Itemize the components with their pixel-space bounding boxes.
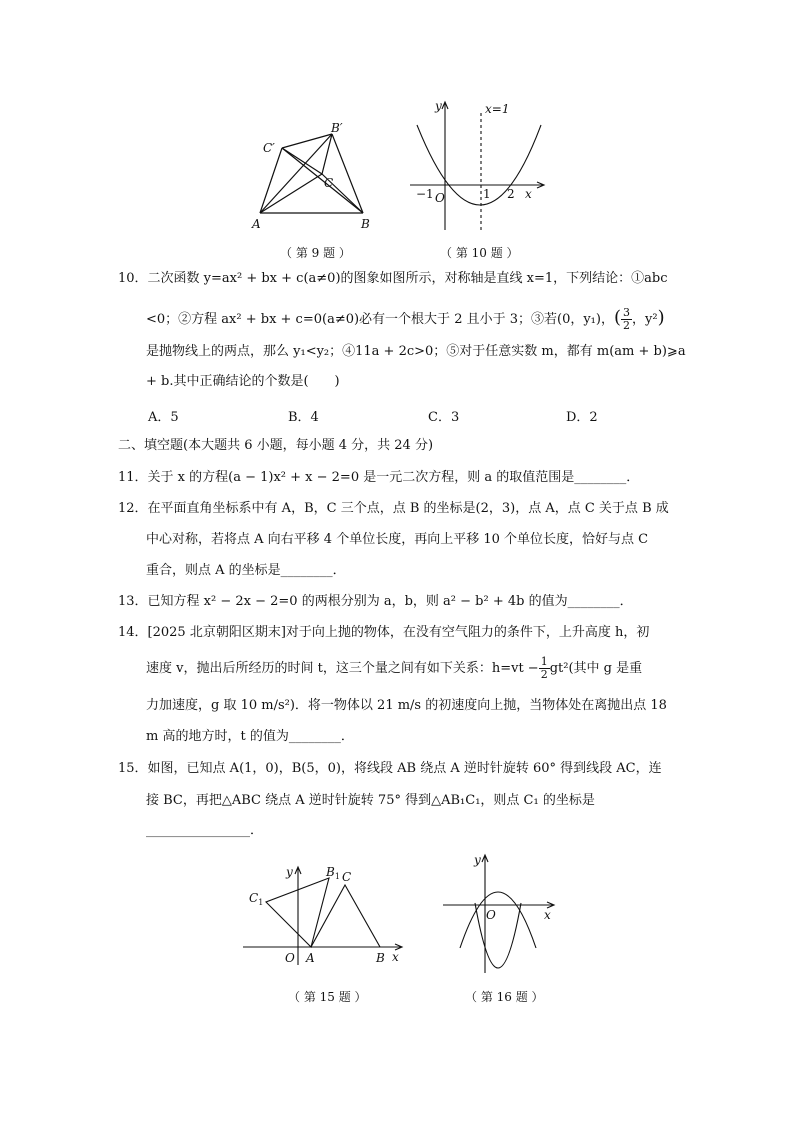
q11: 11．关于 x 的方程(a − 1)x² + x − 2=0 是一元二次方程，则 a 的取值范围是________． [118,470,640,485]
label-b-prime: B′ [331,121,343,135]
label-y: y [286,865,293,879]
q15-line3: ________________． [146,823,264,838]
label-origin: O [285,951,295,965]
tick-neg1: −1 [416,187,434,201]
label-c: C [342,870,352,884]
parabola-upward [475,903,521,968]
figure-16 [438,848,563,978]
label-y: y [435,99,442,113]
q15-line1: 15．如图，已知点 A(1，0)，B(5，0)，将线段 AB 绕点 A 逆时针旋转 60° 得到线段 AC，连 [118,761,662,776]
label-c-prime: C′ [263,141,275,155]
tick-1: 1 [483,187,491,201]
label-x: x [392,950,399,964]
label-b: B [376,951,385,965]
frac-num: 1 [540,655,548,668]
label-c1 [249,891,263,907]
q10-line2-text: <0；②方程 ax² + bx + c=0(a≠0)必有一个根大于 2 且小于 3；③若(0，y₁)， [146,312,614,327]
label-c: C [324,176,334,190]
q10-line3: 是抛物线上的两点，那么 y₁<y₂；④11a + 2c>0；⑤对于任意实数 m，都有 m(am + b)⩾a [146,344,686,359]
parabola-downward [460,892,536,948]
section-title: 二、填空题(本大题共 6 小题，每小题 4 分，共 24 分) [118,438,434,453]
q10-option-d: D．2 [566,410,598,425]
q12-line2: 中心对称，若将点 A 向右平移 4 个单位长度，再向上平移 10 个单位长度，恰好与点 C [146,532,649,547]
fraction-1-2 [539,656,550,681]
q10-line1: 10．二次函数 y=ax² + bx + c(a≠0)的图象如图所示，对称轴是直线 x=1，下列结论：①abc [118,271,668,286]
segment-c-prime-b-prime [282,134,332,148]
figure-15 [238,860,408,970]
q14-line3: 力加速度，g 取 10 m/s²)．将一物体以 21 m/s 的初速度向上抛，当物体处在离抛出点 18 [146,698,667,713]
triangle-abc [311,885,380,947]
q14-line4: m 高的地方时，t 的值为________． [146,729,354,744]
label-origin: O [486,908,496,922]
label-b: B [361,217,370,231]
q14-line2-tail: gt²(其中 g 是重 [549,661,643,676]
label-x: x [544,908,551,922]
segment-ac-prime [260,148,282,213]
q10-line4: + b.其中正确结论的个数是( ) [146,374,340,389]
paren-close: ) [657,307,665,328]
q12-line1: 12．在平面直角坐标系中有 A，B，C 三个点，点 B 的坐标是(2，3)，点 A，点 C 关于点 B 成 [118,501,669,516]
label-x: x [525,187,532,201]
label-y: y [474,853,481,867]
q12-line3: 重合，则点 A 的坐标是________． [146,563,346,578]
q13: 13．已知方程 x² − 2x − 2=0 的两根分别为 a，b，则 a² − b² + 4b 的值为________． [118,594,633,609]
q10-option-c: C．3 [428,410,460,425]
frac-den: 2 [540,668,548,681]
paren-open: ( [613,307,621,328]
q10-option-a: A．5 [148,410,179,425]
c1-subscript: 1 [258,898,264,907]
label-b1 [325,865,340,881]
b1-subscript: 1 [334,872,340,881]
label-origin: O [435,191,445,205]
caption-fig-16: （ 第 16 题 ） [465,990,544,1004]
caption-fig-10: （ 第 10 题 ） [440,246,519,260]
figure-10 [405,95,550,235]
q10-line2 [146,307,665,332]
q10-line2-tail: ，y² [632,312,658,327]
label-symmetry-axis: x=1 [485,102,510,116]
q14-line2-text: 速度 v，抛出后所经历的时间 t，这三个量之间有如下关系：h=vt − [146,661,539,676]
figure-9 [245,118,380,233]
caption-fig-9: （ 第 9 题 ） [280,246,351,260]
label-a: A [306,951,315,965]
q14-line2 [146,656,642,681]
label-a: A [252,217,261,231]
tick-2: 2 [507,187,515,201]
frac-num: 3 [623,306,630,319]
c1-letter: C [249,891,259,905]
q10-option-b: B．4 [288,410,319,425]
caption-fig-15: （ 第 15 题 ） [288,990,367,1004]
q15-line2: 接 BC，再把△ABC 绕点 A 逆时针旋转 75° 得到△AB₁C₁，则点 C₁ 的坐标是 [146,793,595,808]
frac-den: 2 [623,319,630,332]
q14-line1: 14．[2025 北京朝阳区期末]对于向上抛的物体，在没有空气阻力的条件下，上升高度 h，初 [118,625,650,640]
b1-letter: B [326,865,335,879]
fraction-3-2 [621,307,632,332]
